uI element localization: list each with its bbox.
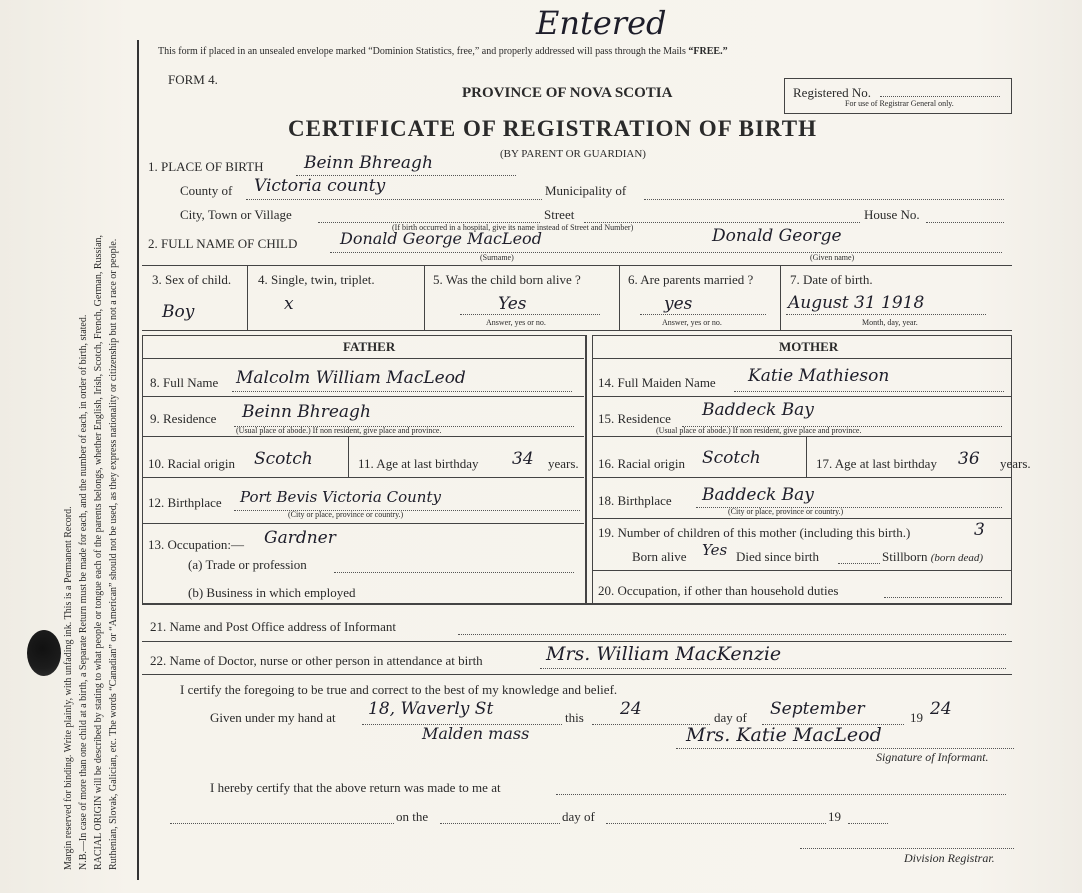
divider [592,358,1012,359]
alive-note: Answer, yes or no. [486,318,546,327]
margin-note-2: N.B.—In case of more than one child at a birth, a Separate Return must be made for each, and the number of each, in order of birth, stated. [78,314,89,870]
mother-name-label: 14. Full Maiden Name [598,375,716,390]
place-of-birth-label: 1. PLACE OF BIRTH [148,159,264,174]
died-since-birth-label: Died since birth [736,549,820,564]
divider [142,436,584,437]
registrar-use-note: For use of Registrar General only. [845,99,954,108]
father-birthplace-label: 12. Birthplace [148,495,222,510]
date-line [786,314,986,315]
month-value: September [770,699,865,719]
child-surname-value: Donald George MacLeod [340,229,542,248]
divider [170,823,394,824]
married-note: Answer, yes or no. [662,318,722,327]
divider [424,265,425,330]
year-value: 24 [930,699,952,719]
trade-label: (a) Trade or profession [188,557,307,572]
divider [592,477,1012,478]
given-name-note: (Given name) [810,253,855,262]
divider [234,510,580,511]
father-name-label: 8. Full Name [150,375,219,390]
place-of-birth-value: Beinn Bhreagh [304,153,433,173]
this-label: this [565,710,584,725]
mother-race-label: 16. Racial origin [598,456,686,471]
mail-notice: This form if placed in an unsealed envelope marked “Dominion Statistics, free,” and properly addressed will pass through the Mails “FREE.” [158,46,728,57]
day-of-label: day of [714,710,747,725]
father-residence-note: (Usual place of abode.) If non resident, give place and province. [236,426,442,435]
father-race-label: 10. Racial origin [148,456,236,471]
given-under-label: Given under my hand at [210,710,336,725]
county-line [246,199,542,200]
year-prefix: 19 [910,710,923,725]
married-line [640,314,766,315]
informant-label: 21. Name and Post Office address of Informant [150,619,396,634]
date-note: Month, day, year. [862,318,918,327]
alive-line [460,314,600,315]
father-years: years. [548,456,579,471]
child-given-value: Donald George [712,226,842,246]
row3-top-rule [142,265,1012,266]
divider [606,823,826,824]
house-no-label: House No. [864,207,920,222]
mother-residence-value: Baddeck Bay [702,400,814,420]
registered-line [880,96,1000,97]
margin-note-4: Ruthenian, Slovak, Galician, etc. The words “Canadian” or “American” should not be used, as they express nationality or citizenship but not a race or people. [108,238,119,870]
divider [780,265,781,330]
father-occupation-value: Gardner [264,528,336,548]
married-label: 6. Are parents married ? [628,272,754,287]
divider [142,477,584,478]
business-label: (b) Business in which employed [188,585,356,600]
born-alive-count-value: Yes [702,541,728,559]
mother-occupation-label: 20. Occupation, if other than household duties [598,583,839,598]
born-alive-count-label: Born alive [632,549,687,564]
registrar-day-label: day of [562,809,595,824]
born-alive-value: Yes [498,294,527,314]
child-name-label: 2. FULL NAME OF CHILD [148,236,298,251]
father-occupation-label: 13. Occupation:— [148,537,245,552]
entered-stamp: Entered [536,4,667,42]
divider [592,436,1012,437]
divider [232,391,572,392]
surname-note: (Surname) [480,253,514,262]
divider [142,674,1012,675]
divider [556,794,1006,795]
divider [838,563,880,564]
certificate-title: CERTIFICATE OF REGISTRATION OF BIRTH [288,116,817,141]
father-age-value: 34 [512,449,534,469]
divider [334,572,574,573]
signature-label: Signature of Informant. [876,750,989,764]
date-of-birth-label: 7. Date of birth. [790,272,873,287]
certify-text: I certify the foregoing to be true and correct to the best of my knowledge and belief. [180,682,618,697]
single-value: x [284,294,294,314]
father-age-label: 11. Age at last birthday [358,456,479,471]
divider [247,265,248,330]
city-label: City, Town or Village [180,207,292,222]
mother-age-value: 36 [958,449,980,469]
divider [142,603,1012,605]
divider [458,634,1006,635]
county-value: Victoria county [254,176,386,196]
given-place-value: 18, Waverly St [368,699,494,719]
date-of-birth-value: August 31 1918 [788,293,925,313]
margin-note-3: RACIAL ORIGIN will be described by stating to what people or tongue each of the parents belongs, whether English, Irish, Scotch, French, German, Russian, [93,234,104,870]
registrar-text: I hereby certify that the above return was made to me at [210,780,501,795]
informant-signature: Mrs. Katie MacLeod [686,724,882,746]
province-title: PROVINCE OF NOVA SCOTIA [462,85,673,101]
mother-age-label: 17. Age at last birthday [816,456,937,471]
divider [592,518,1012,519]
father-birthplace-value: Port Bevis Victoria County [240,488,441,506]
registrar-year-prefix: 19 [828,809,841,824]
child-name-line [330,252,1002,253]
doctor-value: Mrs. William MacKenzie [546,643,782,665]
mother-residence-label: 15. Residence [598,411,671,426]
mother-birthplace-note: (City or place, province or country.) [728,507,844,516]
hospital-note: (If birth occurred in a hospital, give its name instead of Street and Number) [392,223,634,232]
binding-hole [27,630,61,676]
divider [800,848,1014,849]
father-race-value: Scotch [254,449,313,469]
divider [592,570,1012,571]
mother-residence-note: (Usual place of abode.) If non resident, give place and province. [656,426,862,435]
married-value: yes [664,294,693,314]
mother-birthplace-label: 18. Birthplace [598,493,672,508]
divider [848,823,888,824]
mother-name-value: Katie Mathieson [748,366,890,386]
on-the-label: on the [396,809,429,824]
divider [142,641,1012,642]
divider [348,436,349,477]
form-number: FORM 4. [168,72,218,87]
divider [734,391,1004,392]
margin-rule [137,40,139,880]
day-value: 24 [620,699,642,719]
certificate-subtitle: (BY PARENT OR GUARDIAN) [500,148,646,160]
father-birthplace-note: (City or place, province or country.) [288,510,404,519]
divider [440,823,560,824]
row3-bottom-rule [142,330,1012,331]
single-label: 4. Single, twin, triplet. [258,272,375,287]
divider [619,265,620,330]
house-line [926,222,1004,223]
divider [884,597,1002,598]
municipality-line [644,199,1004,200]
divider [806,436,807,477]
born-alive-label: 5. Was the child born alive ? [433,272,581,287]
father-heading: FATHER [343,339,396,354]
divider [676,748,1014,749]
mother-children-value: 3 [974,520,985,540]
county-label: County of [180,183,233,198]
division-registrar-label: Division Registrar. [904,851,995,865]
informant-city-value: Malden mass [422,724,530,743]
sex-value: Boy [162,302,195,322]
street-label: Street [544,207,575,222]
doctor-label: 22. Name of Doctor, nurse or other person in attendance at birth [150,653,483,668]
father-name-value: Malcolm William MacLeod [236,368,466,388]
mother-birthplace-value: Baddeck Bay [702,485,814,505]
registered-label: Registered No. [793,85,871,100]
divider [142,396,584,397]
margin-note-1: Margin reserved for binding. Write plainly, with unfading ink. This is a Permanent Record. [63,506,74,870]
divider [142,358,584,359]
divider [592,396,1012,397]
mother-race-value: Scotch [702,448,761,468]
divider [142,523,584,524]
mother-heading: MOTHER [779,339,839,354]
stillborn-label: Stillborn (born dead) [882,549,984,564]
mother-children-label: 19. Number of children of this mother (including this birth.) [598,525,911,540]
father-residence-value: Beinn Bhreagh [242,402,371,422]
divider [540,668,1006,669]
mother-years: years. [1000,456,1031,471]
municipality-label: Municipality of [545,183,627,198]
sex-label: 3. Sex of child. [152,272,232,287]
father-residence-label: 9. Residence [150,411,217,426]
